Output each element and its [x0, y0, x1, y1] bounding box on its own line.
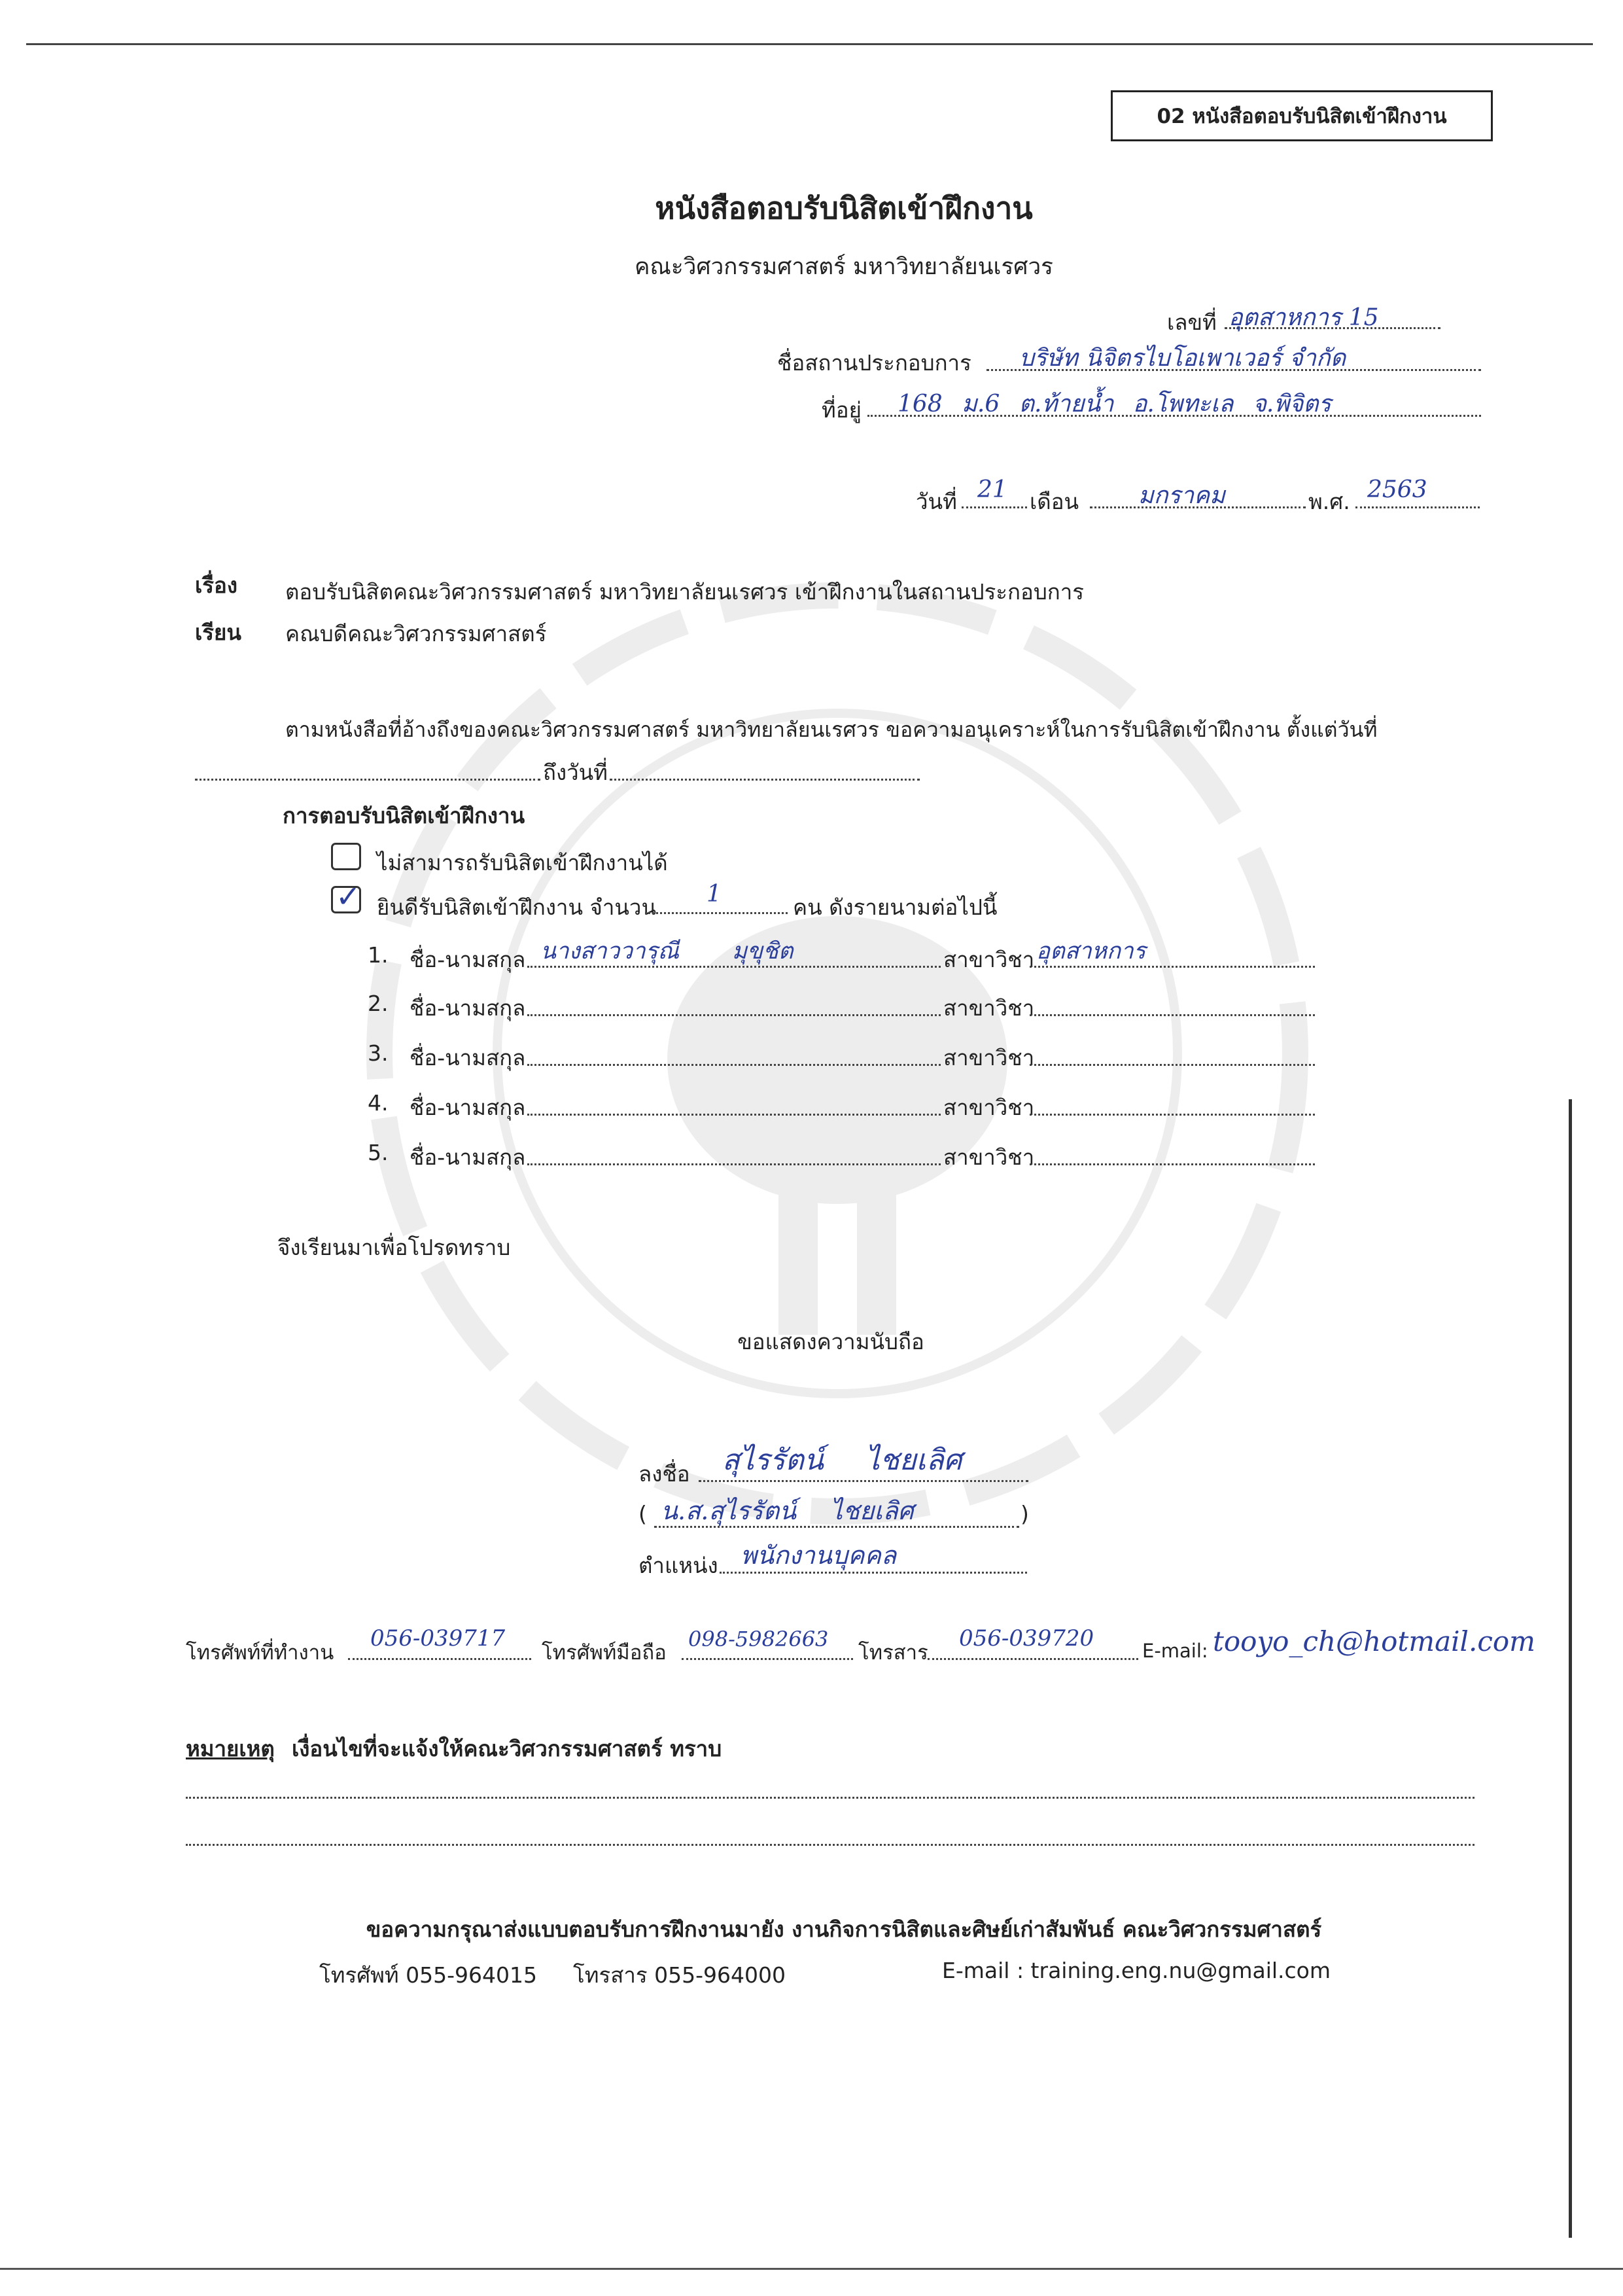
position-value: พนักงานบุคคล	[741, 1541, 897, 1570]
student-row	[0, 1035, 1623, 1078]
until-label: ถึงวันที่	[543, 760, 608, 785]
fax-line	[928, 1658, 1138, 1660]
major-line	[1030, 1014, 1315, 1016]
note-line-1	[186, 1797, 1475, 1799]
page-title: หนังสือตอบรับนิสิตเข้าฝึกงาน	[655, 190, 1033, 226]
mobile-label: โทรศัพท์มือถือ	[542, 1641, 667, 1665]
email-label: E-mail:	[1142, 1640, 1208, 1662]
year-line	[1355, 506, 1480, 508]
accept-checkbox[interactable]	[331, 879, 361, 914]
work-phone-line	[348, 1658, 531, 1660]
company-name-label: ชื่อสถานประกอบการ	[777, 350, 971, 376]
to-text: คณบดีคณะวิศวกรรมศาสตร์	[285, 621, 547, 646]
student-no: 2.	[368, 991, 389, 1016]
form-label: 02 หนังสือตอบรับนิสิตเข้าฝึกงาน	[1157, 105, 1447, 128]
student-row	[0, 1135, 1623, 1178]
student-row	[0, 937, 1623, 980]
major-label: สาขาวิชา	[943, 1144, 1035, 1170]
subject-label: เรื่อง	[195, 573, 237, 598]
accept-option-label: ยินดีรับนิสิตเข้าฝึกงาน จำนวน	[377, 894, 657, 920]
work-phone-value: 056-039717	[370, 1625, 506, 1651]
footer-email: E-mail : training.eng.nu@gmail.com	[942, 1958, 1331, 1983]
major-label: สาขาวิชา	[943, 947, 1035, 972]
right-scan-edge	[1569, 1099, 1572, 2238]
closing-regards: ขอแสดงความนับถือ	[737, 1329, 924, 1354]
student-count: 1	[707, 881, 722, 908]
student-no: 5.	[368, 1140, 389, 1165]
name-label: ชื่อ-นามสกุล	[410, 995, 526, 1021]
name-label: ชื่อ-นามสกุล	[410, 1045, 526, 1070]
to-label: เรียน	[195, 620, 241, 645]
day-label: วันที่	[916, 489, 957, 514]
student-no: 4.	[368, 1090, 389, 1116]
end-date-line	[610, 779, 920, 781]
note-line-2	[186, 1844, 1475, 1846]
bottom-rule	[0, 2268, 1623, 2270]
form-label-box	[1111, 90, 1493, 141]
student-no: 1.	[368, 942, 389, 968]
day-value: 21	[977, 476, 1007, 503]
footer-phone: โทรศัพท์ 055-964015	[319, 1962, 538, 1988]
count-line	[645, 912, 788, 914]
name-label: ชื่อ-นามสกุล	[410, 1144, 526, 1170]
footer-fax: โทรสาร 055-964000	[573, 1962, 786, 1988]
major-label: สาขาวิชา	[943, 1095, 1035, 1120]
address-label: ที่อยู่	[822, 397, 862, 423]
subject-text: ตอบรับนิสิตคณะวิศวกรรมศาสตร์ มหาวิทยาลัยนเรศวร เข้าฝึกงานในสถานประกอบการ	[285, 579, 1085, 605]
name-line	[527, 1014, 941, 1016]
month-value: มกราคม	[1138, 482, 1225, 509]
top-rule	[26, 43, 1593, 45]
day-line	[962, 506, 1027, 508]
printed-name-open-paren: (	[638, 1501, 647, 1527]
body-paragraph: ตามหนังสือที่อ้างถึงของคณะวิศวกรรมศาสตร์ มหาวิทยาลัยนเรศวร ขอความอนุเคราะห์ในการรับนิสิตเข้าฝึกงาน ตั้งแต่วันที่	[285, 717, 1378, 742]
name-label: ชื่อ-นามสกุล	[410, 947, 526, 972]
footer-request: ขอความกรุณาส่งแบบตอบรับการฝึกงานมายัง งานกิจการนิสิตและศิษย์เก่าสัมพันธ์ คณะวิศวกรรมศาสตร์	[366, 1916, 1322, 1942]
name-label: ชื่อ-นามสกุล	[410, 1095, 526, 1120]
signature-value: สุไรรัตน์ ไชยเลิศ	[722, 1443, 962, 1477]
note-text: เงื่อนไขที่จะแจ้งให้คณะวิศวกรรมศาสตร์ ทราบ	[292, 1736, 722, 1761]
student-row	[0, 985, 1623, 1029]
email-value: tooyo_ch@hotmail.com	[1213, 1625, 1535, 1657]
check-mark-icon: ✓	[336, 879, 361, 914]
major-line	[1030, 1163, 1315, 1165]
doc-no-label: เลขที่	[1167, 309, 1217, 335]
reject-option-label: ไม่สามารถรับนิสิตเข้าฝึกงานได้	[377, 850, 668, 875]
student-no: 3.	[368, 1040, 389, 1066]
year-label: พ.ศ.	[1308, 489, 1350, 514]
name-line	[527, 1163, 941, 1165]
name-line	[527, 1114, 941, 1116]
work-phone-label: โทรศัพท์ที่ทำงาน	[186, 1641, 334, 1665]
major-line	[1030, 1114, 1315, 1116]
year-value: 2563	[1367, 476, 1427, 503]
student-row	[0, 1085, 1623, 1128]
position-label: ตำแหน่ง	[638, 1553, 718, 1578]
major-line	[1030, 1064, 1315, 1066]
fax-label: โทรสาร	[858, 1641, 928, 1665]
name-line	[527, 1064, 941, 1066]
student-major: อุตสาหการ	[1036, 938, 1146, 964]
acceptance-heading: การตอบรับนิสิตเข้าฝึกงาน	[283, 803, 525, 828]
student-name: นางสาววารุณี มุขุชิต	[540, 938, 794, 964]
mobile-value: 098-5982663	[688, 1627, 829, 1651]
reject-checkbox[interactable]	[331, 843, 361, 870]
mobile-line	[682, 1658, 853, 1660]
address-value: 168 ม.6 ต.ท้ายน้ำ อ.โพทะเล จ.พิจิตร	[898, 391, 1331, 417]
count-suffix: คน ดังรายนามต่อไปนี้	[793, 894, 998, 920]
note-label: หมายเหตุ	[186, 1736, 275, 1761]
printed-name-value: น.ส.สุไรรัตน์ ไชยเลิศ	[661, 1496, 914, 1525]
month-label: เดือน	[1030, 489, 1079, 514]
fax-value: 056-039720	[959, 1625, 1094, 1651]
closing-inform: จึงเรียนมาเพื่อโปรดทราบ	[277, 1235, 511, 1260]
printed-name-close-paren: )	[1021, 1501, 1029, 1527]
company-name-value: บริษัท นิจิตรไบโอเพาเวอร์ จำกัด	[1019, 345, 1346, 372]
start-date-line	[195, 779, 540, 781]
major-label: สาขาวิชา	[943, 995, 1035, 1021]
major-label: สาขาวิชา	[943, 1045, 1035, 1070]
sign-label: ลงชื่อ	[638, 1461, 690, 1487]
doc-no-value: อุตสาหการ 15	[1229, 304, 1379, 331]
faculty-title: คณะวิศวกรรมศาสตร์ มหาวิทยาลัยนเรศวร	[635, 254, 1053, 280]
